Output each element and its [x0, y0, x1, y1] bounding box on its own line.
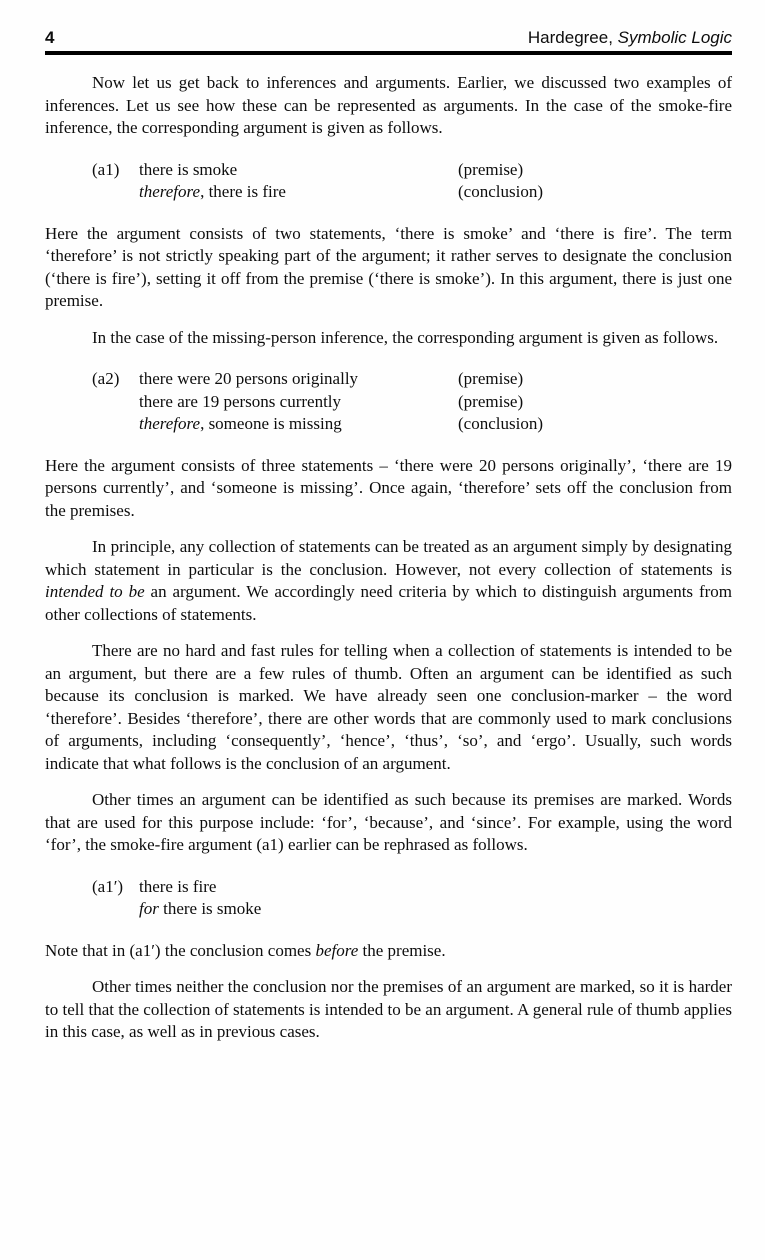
argument-line — [92, 159, 732, 182]
paragraph-unmarked: Other times neither the conclusion nor the premises of an argument are marked, so it is harder to tell that the collection of statements is intended to be an argument. A general rule of thumb applies in this case, as well as in previous cases. — [45, 977, 732, 1041]
argument-line — [92, 876, 732, 899]
argument-line — [92, 413, 732, 436]
paragraph-a1-explanation: Here the argument consists of two statements, ‘there is smoke’ and ‘there is fire’. The term ‘therefore’ is not strictly speaking part of the argument; it rather serves to designate the conclusion (‘there is fire’), setting it off from the premise (‘there is smoke’). In this argument, there is just one premise. — [45, 223, 732, 310]
running-title-book: Symbolic Logic — [617, 28, 732, 47]
argument-statement: there is smoke — [139, 159, 238, 179]
argument-label: (a2) — [92, 369, 120, 388]
argument-statement: there is fire — [139, 876, 217, 896]
page-number: 4 — [45, 28, 55, 47]
argument-line — [92, 898, 732, 921]
argument-line — [92, 368, 732, 391]
argument-statement: therefore, there is fire — [139, 182, 286, 201]
paragraph-in-principle: In principle, any collection of statements can be treated as an argument simply by designating which statement in particular is the conclusion. However, not every collection of statements is intended to be an argument. We accordingly need criteria by which to distinguish arguments from other collections of statements. — [45, 537, 732, 624]
running-title-author: Hardegree, — [527, 28, 618, 47]
argument-tag: (premise) — [458, 391, 524, 411]
argument-display-a1 — [92, 159, 732, 204]
paragraph-note: Note that in (a1′) the conclusion comes before the premise. — [45, 940, 446, 960]
argument-display-a2 — [92, 368, 732, 436]
page-header — [45, 28, 732, 48]
argument-tag: (conclusion) — [458, 414, 543, 433]
paragraph-premise-markers: Other times an argument can be identified as such because its premises are marked. Words that are used for this purpose include: ‘for’, ‘because’, and ‘since’. For example, using the word ‘for’, the smoke-fire argument (a1) earlier can be rephrased as follows. — [45, 790, 732, 854]
argument-tag: (conclusion) — [458, 182, 543, 201]
argument-tag: (premise) — [458, 159, 524, 179]
paragraph-intro: Now let us get back to inferences and arguments. Earlier, we discussed two examples of inferences. Let us see how these can be represented as arguments. In the case of the smoke-fire inference, the corresponding argument is given as follows. — [45, 73, 732, 137]
argument-line — [92, 391, 732, 414]
argument-label: (a1) — [92, 159, 120, 179]
paragraph-missing-person: In the case of the missing-person inference, the corresponding argument is given as follows. — [92, 327, 719, 347]
argument-label: (a1′) — [92, 876, 124, 896]
header-rule — [45, 51, 732, 55]
argument-statement: for there is smoke — [139, 899, 262, 918]
argument-statement: there were 20 persons originally — [139, 369, 359, 388]
argument-line — [92, 181, 732, 204]
paragraph-a2-explanation: Here the argument consists of three statements – ‘there were 20 persons originally’, ‘there are 19 persons currently’, and ‘someone is missing’. Once again, ‘therefore’ sets off the conclusion from the premises. — [45, 455, 732, 520]
argument-tag: (premise) — [458, 369, 524, 388]
argument-display-a1-prime — [92, 876, 732, 921]
paragraph-rules-of-thumb: There are no hard and fast rules for telling when a collection of statements is intended to be an argument, but there are a few rules of thumb. Often an argument can be identified as such because its conclusion is marked. We have already seen one conclusion-marker – the word ‘therefore’. Besides ‘therefore’, there are other words that are commonly used to mark conclusions of arguments, including ‘consequently’, ‘hence’, ‘thus’, ‘so’, and ‘ergo’. Usually, such words indicate that what follows is the conclusion of an argument. — [45, 641, 732, 773]
argument-statement: therefore, someone is missing — [139, 414, 342, 433]
argument-statement: there are 19 persons currently — [139, 391, 342, 411]
running-title — [528, 28, 732, 48]
